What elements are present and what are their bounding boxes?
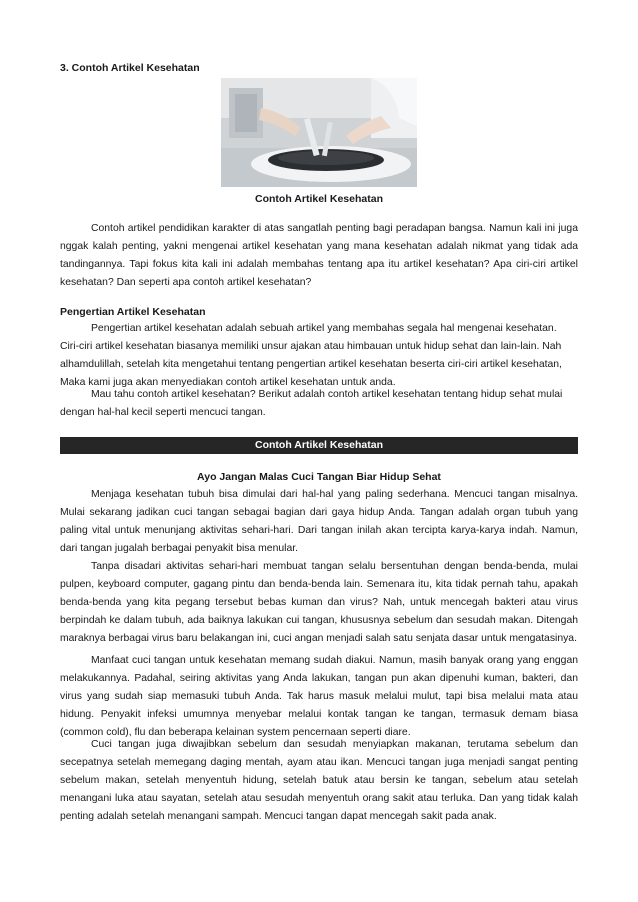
article-paragraph: Cuci tangan juga diwajibkan sebelum dan sesudah menyiapkan makanan, terutama sebelum dan secepatnya setelah memegang daging mentah, ayam atau ikan. Mencuci tangan juga menjadi sangat penting sebelum makan, setelah menyentuh hidung, setelah batuk atau bersin ke tangan, sebelum atau setelah menangani luka atau sayatan, setelah atau sesudah menyentuh orang sakit atau terluka. Dan yang tidak kalah penting adalah setelah menangani sampah. Mencuci tangan dapat mencegah sakit pada anak. <box>60 739 578 822</box>
definition-paragraph: Mau tahu contoh artikel kesehatan? Berikut adalah contoh artikel kesehatan tentang hidup sehat mulai dengan hal-hal kecil seperti mencuci tangan. <box>60 389 563 418</box>
laboratory-photo <box>221 78 417 187</box>
example-section-band: Contoh Artikel Kesehatan <box>60 437 578 454</box>
article-paragraph: Tanpa disadari aktivitas sehari-hari membuat tangan selalu bersentuhan dengan benda-benda, mulai pulpen, keyboard computer, gagang pintu dan benda-benda lain. Semenara itu, kita tidak pernah tahu, apakah benda-benda yang kita pegang tersebut bebas kuman dan virus? Nah, untuk mencegah bakteri atau virus berpindah ke dalam tubuh, ada baiknya lakukan cui tangan, khususnya sebelum dan sesudah makan. Ditengah maraknya berbagai virus baru belakangan ini, cuci angan menjadi salah satu senjata dasar untuk mengatasinya. <box>60 561 578 644</box>
definition-paragraph: Pengertian artikel kesehatan adalah sebuah artikel yang membahas segala hal mengenai kesehatan. Ciri-ciri artikel kesehatan biasanya memiliki unsur ajakan atau himbauan untuk hidup sehat dan lain-lain. Nah alhamdulillah, setelah kita mengetahui tentang pengertian artikel kesehatan beserta ciri-ciri artikel kesehatan, Maka kami juga akan menyediakan contoh artikel kesehatan untuk anda. <box>60 323 562 388</box>
section-heading: 3. Contoh Artikel Kesehatan <box>60 62 200 74</box>
article-title: Ayo Jangan Malas Cuci Tangan Biar Hidup Sehat <box>197 471 441 483</box>
laboratory-photo-illustration <box>221 78 417 187</box>
figure-caption: Contoh Artikel Kesehatan <box>255 193 383 205</box>
article-paragraph: Manfaat cuci tangan untuk kesehatan memang sudah diakui. Namun, masih banyak orang yang enggan melakukannya. Padahal, seiring aktivitas yang Anda lakukan, tangan pun akan dipenuhi kuman, bakteri, dan virus yang sudah siap memasuki tubuh Anda. Tak harus masuk melalui mulut, tapi bisa melalui mata atau hidung. Penyakit infeksi umumnya menyebar melalui kontak tangan ke tangan, termasuk demam biasa (common cold), flu dan beberapa kelainan system pencernaan seperti diare. <box>60 655 578 738</box>
intro-paragraph: Contoh artikel pendidikan karakter di atas sangatlah penting bagi peradapan bangsa. Namun kali ini juga nggak kalah penting, yakni mengenai artikel kesehatan yang mana kesehatan adalah nikmat yang tidak ada tandingannya. Tapi fokus kita kali ini adalah membahas tentang apa itu artikel kesehatan? Apa ciri-ciri artikel kesehatan? Dan seperti apa contoh artikel kesehatan? <box>60 223 578 288</box>
definition-title: Pengertian Artikel Kesehatan <box>60 306 206 318</box>
article-paragraph: Menjaga kesehatan tubuh bisa dimulai dari hal-hal yang paling sederhana. Mencuci tangan misalnya. Mulai sekarang jadikan cuci tangan sebagai bagian dari gaya hidup Anda. Tangan adalah organ tubuh yang paling vital untuk menunjang aktivitas sehari-hari. Dari tangan inilah akan tercipta karya-karya indah. Namun, dari tangan jugalah berbagai penyakit bisa menular. <box>60 489 578 554</box>
